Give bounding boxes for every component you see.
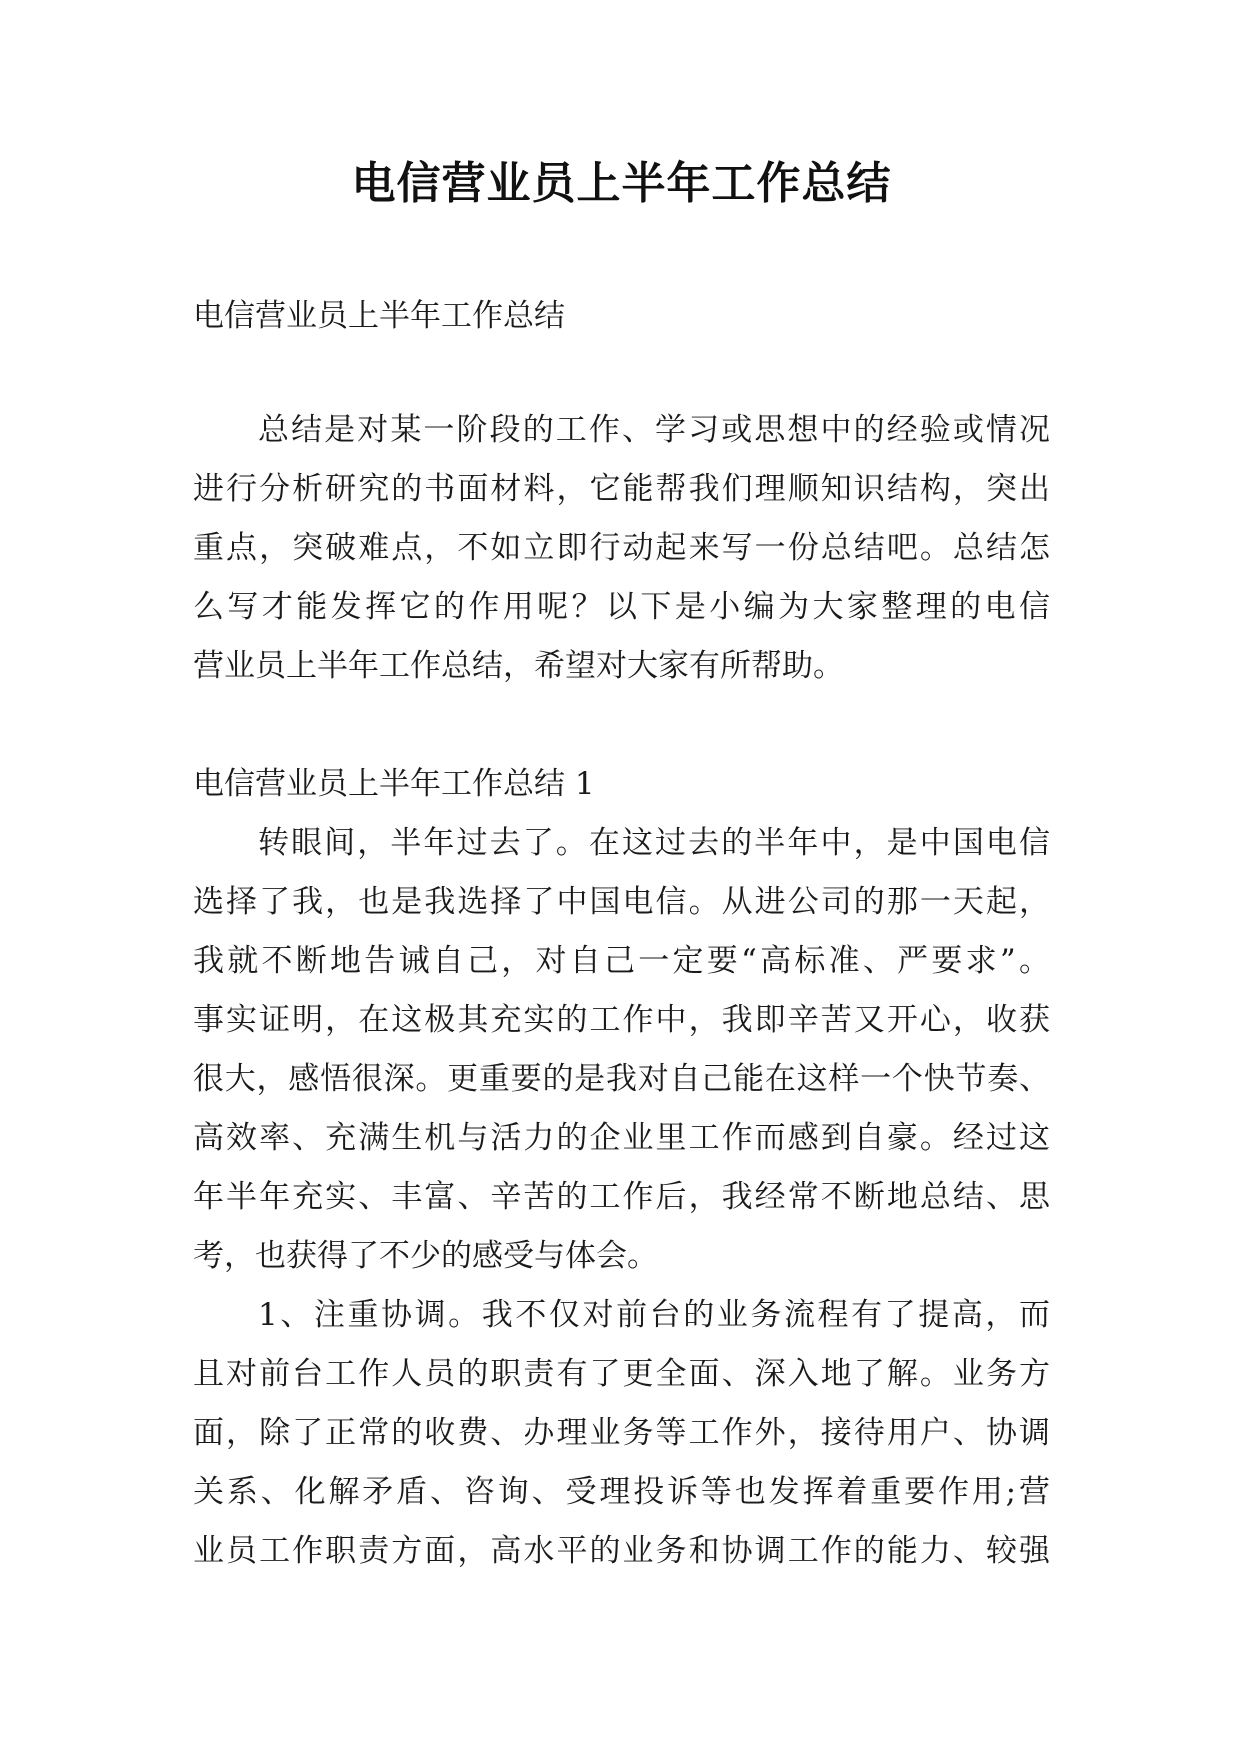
paragraph-line: 关系、化解矛盾、咨询、受理投诉等也发挥着重要作用;营 <box>193 1474 1050 1510</box>
paragraph-line: 转眼间，半年过去了。在这过去的半年中，是中国电信 <box>258 825 1050 861</box>
document-subtitle: 电信营业员上半年工作总结 <box>193 298 565 334</box>
paragraph-line: 总结是对某一阶段的工作、学习或思想中的经验或情况 <box>258 412 1050 448</box>
paragraph-line: 高效率、充满生机与活力的企业里工作而感到自豪。经过这 <box>193 1120 1050 1156</box>
paragraph-line: 年半年充实、丰富、辛苦的工作后，我经常不断地总结、思 <box>193 1179 1050 1215</box>
paragraph-line: 么写才能发挥它的作用呢？以下是小编为大家整理的电信 <box>193 589 1050 625</box>
paragraph-line: 我就不断地告诫自己，对自己一定要“高标准、严要求”。 <box>193 943 1050 979</box>
intro-paragraph <box>193 401 1050 696</box>
paragraph-line: 1、注重协调。我不仅对前台的业务流程有了提高，而 <box>258 1297 1050 1333</box>
paragraph-line: 重点，突破难点，不如立即行动起来写一份总结吧。总结怎 <box>193 530 1050 566</box>
paragraph-line: 且对前台工作人员的职责有了更全面、深入地了解。业务方 <box>193 1356 1050 1392</box>
section-heading: 电信营业员上半年工作总结 1 <box>193 766 595 802</box>
document-title: 电信营业员上半年工作总结 <box>351 158 892 209</box>
paragraph-line: 很大，感悟很深。更重要的是我对自己能在这样一个快节奏、 <box>193 1061 1050 1097</box>
paragraph-line: 营业员上半年工作总结，希望对大家有所帮助。 <box>193 648 844 684</box>
paragraph-line: 面，除了正常的收费、办理业务等工作外，接待用户、协调 <box>193 1415 1050 1451</box>
paragraph-line: 选择了我，也是我选择了中国电信。从进公司的那一天起， <box>193 884 1050 920</box>
section-paragraph-2 <box>193 1286 1050 1581</box>
document-subtitle-block <box>193 287 1050 346</box>
section-heading-block <box>193 755 1050 814</box>
paragraph-line: 进行分析研究的书面材料，它能帮我们理顺知识结构，突出 <box>193 471 1050 507</box>
paragraph-line: 考，也获得了不少的感受与体会。 <box>193 1238 658 1274</box>
paragraph-line: 业员工作职责方面，高水平的业务和协调工作的能力、较强 <box>193 1533 1050 1569</box>
section-paragraph-1 <box>193 814 1050 1286</box>
paragraph-line: 事实证明，在这极其充实的工作中，我即辛苦又开心，收获 <box>193 1002 1050 1038</box>
